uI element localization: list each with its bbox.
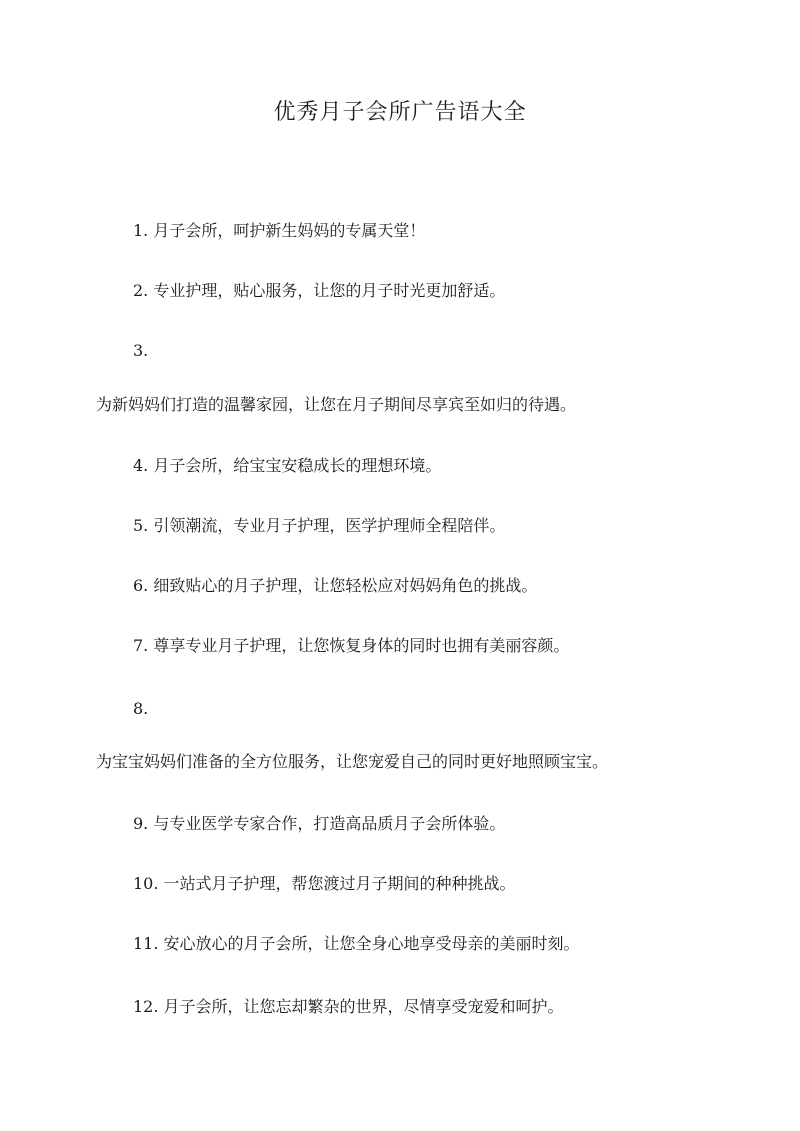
list-item: 1. 月子会所，呵护新生妈妈的专属天堂！ xyxy=(133,221,426,240)
list-item-continuation: 为宝宝妈妈们准备的全方位服务，让您宠爱自己的同时更好地照顾宝宝。 xyxy=(96,752,609,771)
list-item: 12. 月子会所，让您忘却繁杂的世界，尽情享受宠爱和呵护。 xyxy=(133,997,564,1016)
list-item: 9. 与专业医学专家合作，打造高品质月子会所体验。 xyxy=(133,814,506,833)
list-item: 2. 专业护理，贴心服务，让您的月子时光更加舒适。 xyxy=(133,281,506,300)
list-item-continuation: 为新妈妈们打造的温馨家园，让您在月子期间尽享宾至如归的待遇。 xyxy=(96,395,577,414)
list-item-number: 3. xyxy=(133,341,149,360)
page-title: 优秀月子会所广告语大全 xyxy=(273,100,527,125)
list-item-number: 8. xyxy=(133,699,149,718)
list-item: 10. 一站式月子护理，帮您渡过月子期间的种种挑战。 xyxy=(133,874,516,893)
list-item: 11. 安心放心的月子会所，让您全身心地享受母亲的美丽时刻。 xyxy=(133,934,580,953)
list-item: 6. 细致贴心的月子护理，让您轻松应对妈妈角色的挑战。 xyxy=(133,576,538,595)
list-item: 7. 尊享专业月子护理，让您恢复身体的同时也拥有美丽容颜。 xyxy=(133,636,570,655)
list-item: 5. 引领潮流，专业月子护理，医学护理师全程陪伴。 xyxy=(133,516,506,535)
list-item: 4. 月子会所，给宝宝安稳成长的理想环境。 xyxy=(133,456,442,475)
